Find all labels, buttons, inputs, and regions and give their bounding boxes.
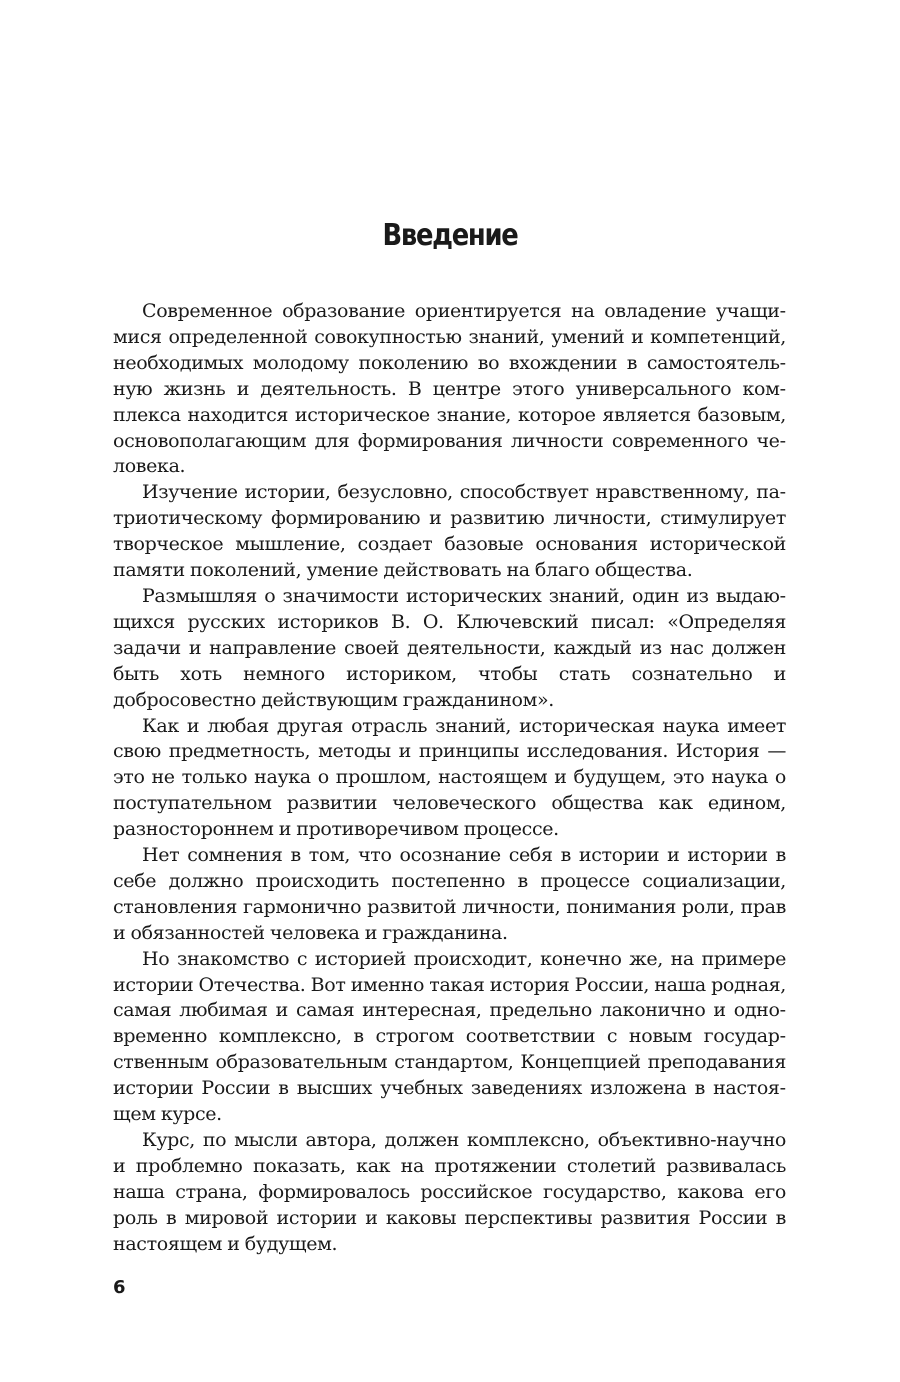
body-text bbox=[113, 299, 786, 1258]
paragraph-4: Как и любая другая отрасль знаний, историческая наука имеет свою предметность, методы и принципы исследования. История — это не только наука о прошлом, настоящем и будущем, это наука о поступательном развитии человеческого общества как едином, разностороннем и противоречивом процессе. bbox=[113, 714, 786, 841]
paragraph-7: Курс, по мысли автора, должен комплексно, объективно-научно и проблемно показать, как на протяжении столетий развивалась наша страна, формировалось российское государство, какова его роль в мировой истории и каковы перспективы развития России в настоящем и будущем. bbox=[113, 1129, 786, 1255]
paragraph-6: Но знакомство с историей происходит, конечно же, на примере истории Отечества. Вот именно такая история России, наша родная, самая любимая и самая интересная, предельно лаконично и одновременно комплексно, в строгом соответствии с новым государственным образовательным стандартом, Концепцией преподавания истории России в высших учебных заведениях изложена в настоящем курсе. bbox=[113, 947, 786, 1126]
paragraph-3: Размышляя о значимости исторических знаний, один из выдающихся русских историков В. О. Ключевский писал: «Определяя задачи и направление своей деятельности, каждый из нас должен быть хоть немного историком, чтобы стать сознательно и добросовестно действующим гражданином». bbox=[113, 584, 786, 711]
chapter-title: Введение bbox=[382, 218, 518, 253]
paragraph-1: Современное образование ориентируется на овладение учащимися определенной совокупностью знаний, умений и компетенций, необходимых молодому поколению во вхождении в самостоятельную жизнь и деятельность. В центре этого универсального комплекса находится историческое знание, которое является базовым, основополагающим для формирования личности современного человека. bbox=[113, 300, 786, 478]
paragraph-2: Изучение истории, безусловно, способствует нравственному, патриотическому формированию и развитию личности, стимулирует творческое мышление, создает базовые основания исторической памяти поколений, умение действовать на благо общества. bbox=[113, 481, 786, 582]
paragraph-5: Нет сомнения в том, что осознание себя в истории и истории в себе должно происходить постепенно в процессе социализации, становления гармонично развитой личности, понимания роли, прав и обязанностей человека и гражданина. bbox=[113, 844, 786, 944]
page-number: 6 bbox=[113, 1277, 126, 1298]
